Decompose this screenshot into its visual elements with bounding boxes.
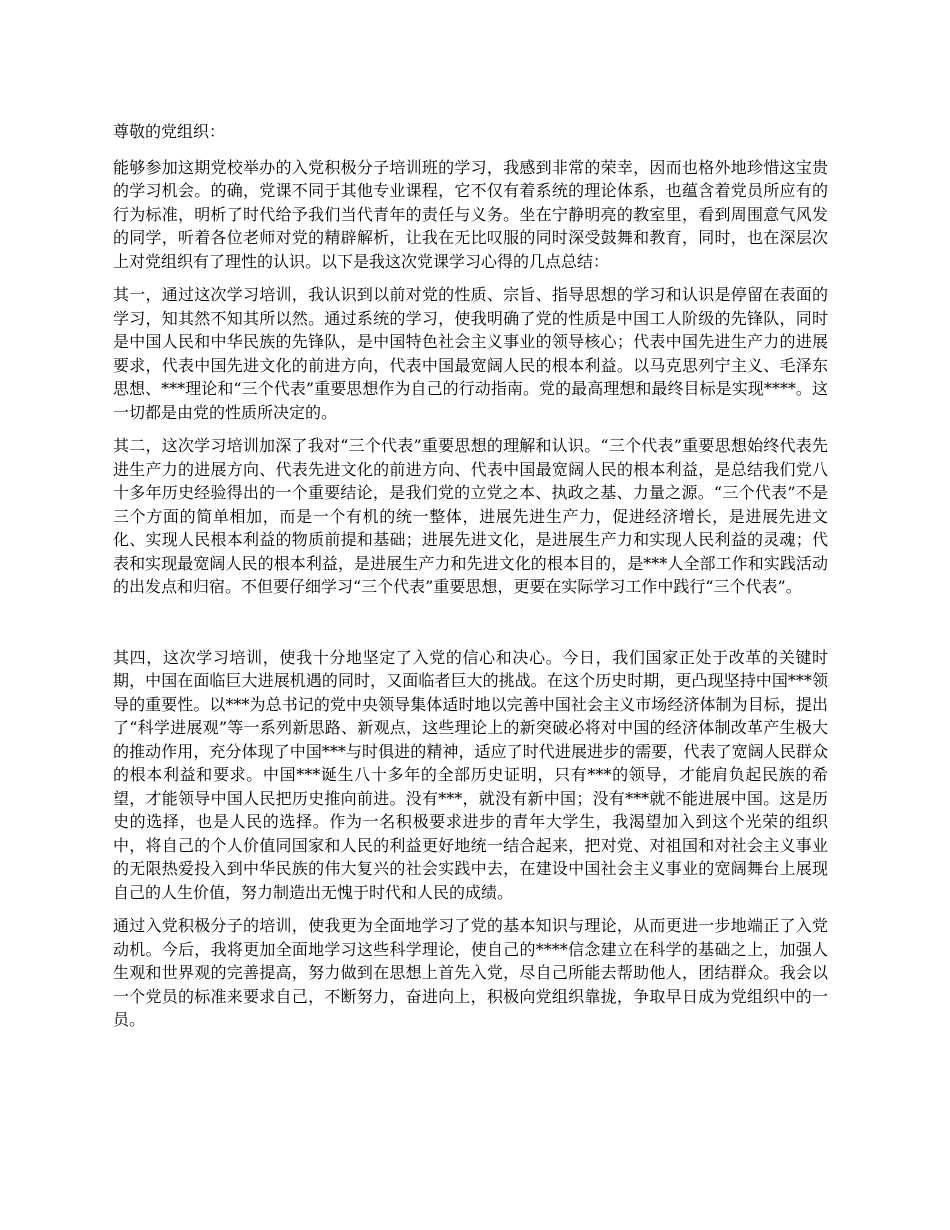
letter-body	[113, 120, 828, 1042]
paragraph-first-point: 其一，通过这次学习培训，我认识到以前对党的性质、宗旨、指导思想的学习和认识是停留在表面的学习，知其然不知其所以然。通过系统的学习，使我明确了党的性质是中国工人阶级的先锋队，同时是中国人民和中华民族的先锋队，是中国特色社会主义事业的领导核心；代表中国先进生产力的进展要求，代表中国先进文化的前进方向，代表中国最宽阔人民的根本利益。以马克思列宁主义、毛泽东思想、***理论和“三个代表”重要思想作为自己的行动指南。党的最高理想和最终目标是实现****。这一切都是由党的性质所决定的。	[113, 285, 828, 422]
blank-gap	[113, 609, 828, 646]
paragraph-intro: 能够参加这期党校举办的入党积极分子培训班的学习，我感到非常的荣幸，因而也格外地珍惜这宝贵的学习机会。的确，党课不同于其他专业课程，它不仅有着系统的理论体系，也蕴含着党员所应有的行为标准，明析了时代给予我们当代青年的责任与义务。坐在宁静明亮的教室里，看到周围意气风发的同学，听着各位老师对党的精辟解析，让我在无比叹服的同时深受鼓舞和教育，同时，也在深层次上对党组织有了理性的认识。以下是我这次党课学习心得的几点总结：	[113, 157, 828, 271]
paragraph-conclusion: 通过入党积极分子的培训，使我更为全面地学习了党的基本知识与理论，从而更进一步地端正了入党动机。今后，我将更加全面地学习这些科学理论，使自己的****信念建立在科学的基础之上，加强人生观和世界观的完善提高，努力做到在思想上首先入党，尽自己所能去帮助他人，团结群众。我会以一个党员的标准来要求自己，不断努力，奋进向上，积极向党组织靠拢，争取早日成为党组织中的一员。	[113, 916, 828, 1029]
paragraph-fourth-point: 其四，这次学习培训，使我十分地坚定了入党的信心和决心。今日，我们国家正处于改革的关键时期，中国在面临巨大进展机遇的同时，又面临者巨大的挑战。在这个历史时期，更凸现坚持中国***领导的重要性。以***为总书记的党中央领导集体适时地以完善中国社会主义市场经济体制为目标，提出了“科学进展观”等一系列新思路、新观点，这些理论上的新突破必将对中国的经济体制改革产生极大的推动作用，充分体现了中国***与时俱进的精神，适应了时代进展进步的需要，代表了宽阔人民群众的根本利益和要求。中国***诞生八十多年的全部历史证明，只有***的领导，才能肩负起民族的希望，才能领导中国人民把历史推向前进。没有***，就没有新中国；没有***就不能进展中国。这是历史的选择，也是人民的选择。作为一名积极要求进步的青年大学生，我渴望加入到这个光荣的组织中，将自己的个人价值同国家和人民的利益更好地统一结合起来，把对党、对祖国和对社会主义事业的无限热爱投入到中华民族的伟大复兴的社会实践中去，在建设中国社会主义事业的宽阔舞台上展现自己的人生价值，努力制造出无愧于时代和人民的成绩。	[113, 647, 828, 902]
paragraph-second-point: 其二，这次学习培训加深了我对“三个代表”重要思想的理解和认识。“三个代表”重要思想始终代表先进生产力的进展方向、代表先进文化的前进方向、代表中国最宽阔人民的根本利益，是总结我们党八十多年历史经验得出的一个重要结论，是我们党的立党之本、执政之基、力量之源。“三个代表”不是三个方面的简单相加，而是一个有机的统一整体，进展先进生产力，促进经济增长，是进展先进文化、实现人民根本利益的物质前提和基础；进展先进文化，是进展生产力和实现人民利益的灵魂；代表和实现最宽阔人民的根本利益，是进展生产力和先进文化的根本目的，是***人全部工作和实践活动的出发点和归宿。不但要仔细学习“三个代表”重要思想，更要在实际学习工作中践行“三个代表”。	[113, 436, 828, 596]
salutation: 尊敬的党组织：	[113, 122, 226, 141]
